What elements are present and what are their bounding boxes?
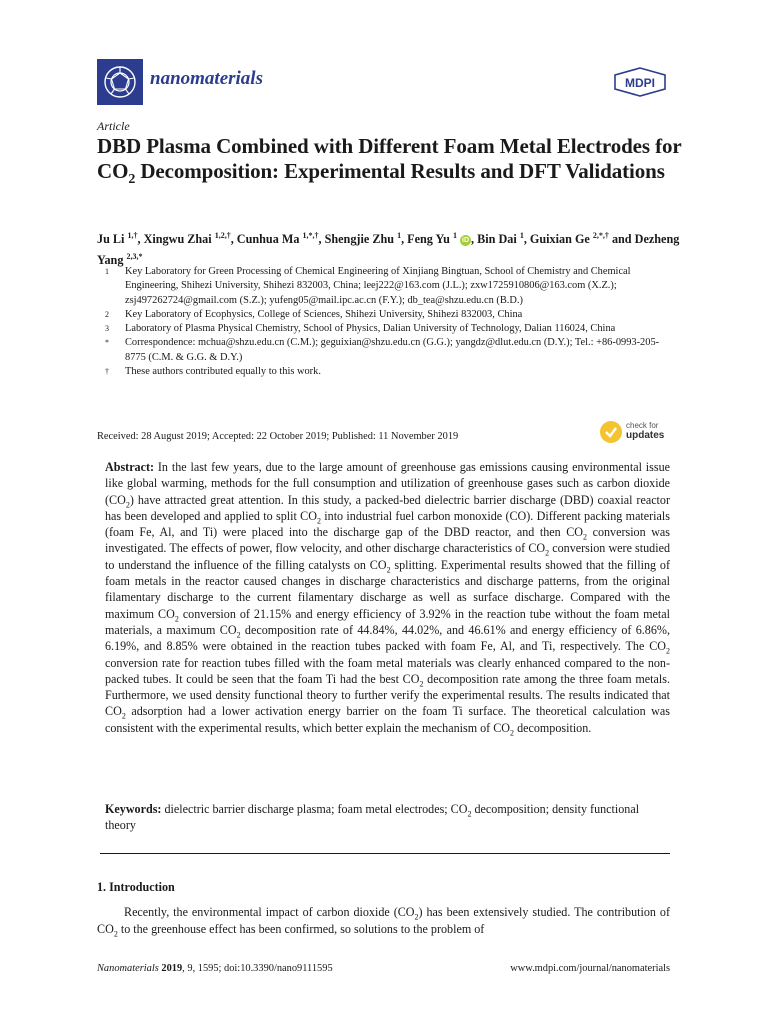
affiliation-item: 1 Key Laboratory for Green Processing of Chemical Engineering of Xinjiang Bingtuan, School of Chemistry and Chemical Engineering, Shihezi University, Shihezi 832003, China; leej222@163.com (J.L.); zxw1725910806@163.com (X.Z.); zsj497262724@gmail.com (S.Z.); yufeng05@mail.ipc.ac.cn (F.Y.); db_tea@shzu.edu.cn (B.D.) [105, 266, 631, 306]
author-name: Feng Yu [407, 232, 450, 247]
journal-name: nanomaterials [150, 68, 263, 89]
mdpi-logo-icon [611, 66, 669, 98]
author-name: Ju Li [97, 232, 125, 247]
footer-journal-url[interactable]: www.mdpi.com/journal/nanomaterials [510, 963, 670, 974]
affiliation-item: 2 Key Laboratory of Ecophysics, College of Sciences, Shihezi University, Shihezi 832003, China [105, 308, 523, 320]
orcid-icon[interactable]: iD [462, 237, 470, 245]
article-type: Article [97, 119, 130, 133]
check-for-updates-button[interactable]: check for updates [600, 420, 672, 446]
section-divider [100, 853, 670, 854]
section-heading-introduction: 1. Introduction [97, 880, 175, 894]
affiliation-item: 3 Laboratory of Plasma Physical Chemistry, School of Physics, Dalian University of Technology, Dalian 116024, China [105, 323, 616, 335]
publisher-name: MDPI [625, 76, 655, 90]
check-updates-icon [600, 421, 622, 443]
author-name: Guixian Ge [529, 232, 590, 247]
abstract: Abstract: In the last few years, due to the large amount of greenhouse gas emissions causing environmental issue like global warming, methods for the full consumption and utilization of greenhouse gases such as carbon dioxide $(CO_2)$ have attracted great attention. In this study, a packed-bed dielectric barrier discharge (DBD) coaxial reactor has been developed and applied to split $CO_2$ into industrial fuel carbon monoxide (CO). Different packing materials (foam Fe, Al, and Ti) were placed into the discharge gap of the DBD reactor, and then $CO_2$ conversion was investigated. The effects of power, flow velocity, and other discharge characteristics of $CO_2$ conversion were studied to understand the influence of the filling catalysts on $CO_2$ splitting. Experimental results showed that the filling of foam metals in the reactor caused changes in discharge characteristics and discharge patterns, from the original filamentary discharge to the current filamentary discharge as well as surface discharge. Compared with the maximum $CO_2$ conversion of 21.15% and energy efficiency of 3.92% in the reaction tube without the foam metal materials, a maximum $CO_2$ decomposition rate of 44.84%, 44.02%, and 46.61% and energy efficiency of 6.86%, 6.19%, and 8.85% were obtained in the reaction tubes packed with foam Fe, Al, and Ti, respectively. The $CO_2$ conversion rate for reaction tubes filled with the foam metal materials was clearly enhanced compared to the non-packed tubes. It could be seen that the foam Ti had the best $CO_2$ decomposition rate among the three foam metals. Furthermore, we used density functional theory to further verify the experimental results. The results indicated that $CO_2$ adsorption had a lower activation energy barrier on the foam Ti surface. The theoretical calculation was consistent with the experimental results, which better explain the mechanism of $CO_2$ decomposition. [105, 460, 671, 738]
keywords: Keywords: dielectric barrier discharge plasma; foam metal electrodes; $CO_2$ decomposition; density functional theory [105, 802, 640, 833]
keywords-label: Keywords: [105, 802, 162, 816]
equal-contribution-note: † These authors contributed equally to this work. [105, 366, 321, 378]
publication-dates: Received: 28 August 2019; Accepted: 22 October 2019; Published: 11 November 2019 [97, 431, 459, 442]
journal-logo-icon [97, 59, 143, 105]
author-name: Dezheng Yang [97, 232, 680, 268]
author-name: Xingwu Zhai [143, 232, 212, 247]
abstract-label: Abstract: [105, 460, 155, 474]
footer-citation: Nanomaterials 2019, 9, 1595; doi:10.3390/nano9111595 [97, 963, 333, 974]
author-list: Ju Li $^{1,\dagger}$, Xingwu Zhai $^{1,2,\dagger}$, Cunhua Ma $^{1,*,\dagger}$, Shengjie Zhu $^1$, Feng Yu $^1$ iD , Bin Dai $^1$, Guixian Ge $^{2,*,\dagger}$ and Dezheng Yang $^{2,3,*}$ [97, 231, 680, 268]
author-name: Bin Dai [477, 232, 517, 247]
author-name: Cunhua Ma [236, 232, 300, 247]
paper-title: DBD Plasma Combined with Different Foam Metal Electrodes for $CO_2$ Decomposition: Experimental Results and DFT Validations [97, 134, 682, 188]
introduction-paragraph: Recently, the environmental impact of carbon dioxide $(CO_2)$ has been extensively studied. The contribution of $CO_2$ to the greenhouse effect has been confirmed, so solutions to the problem of [97, 905, 670, 939]
author-name: Shengjie Zhu [324, 232, 395, 247]
correspondence: * Correspondence: mchua@shzu.edu.cn (C.M.); geguixian@shzu.edu.cn (G.G.); yangdz@dlut.edu.cn (D.Y.); Tel.: +86-0993-205-8775 (C.M. & G.G. & D.Y.) [105, 337, 660, 363]
affiliations [97, 265, 677, 379]
